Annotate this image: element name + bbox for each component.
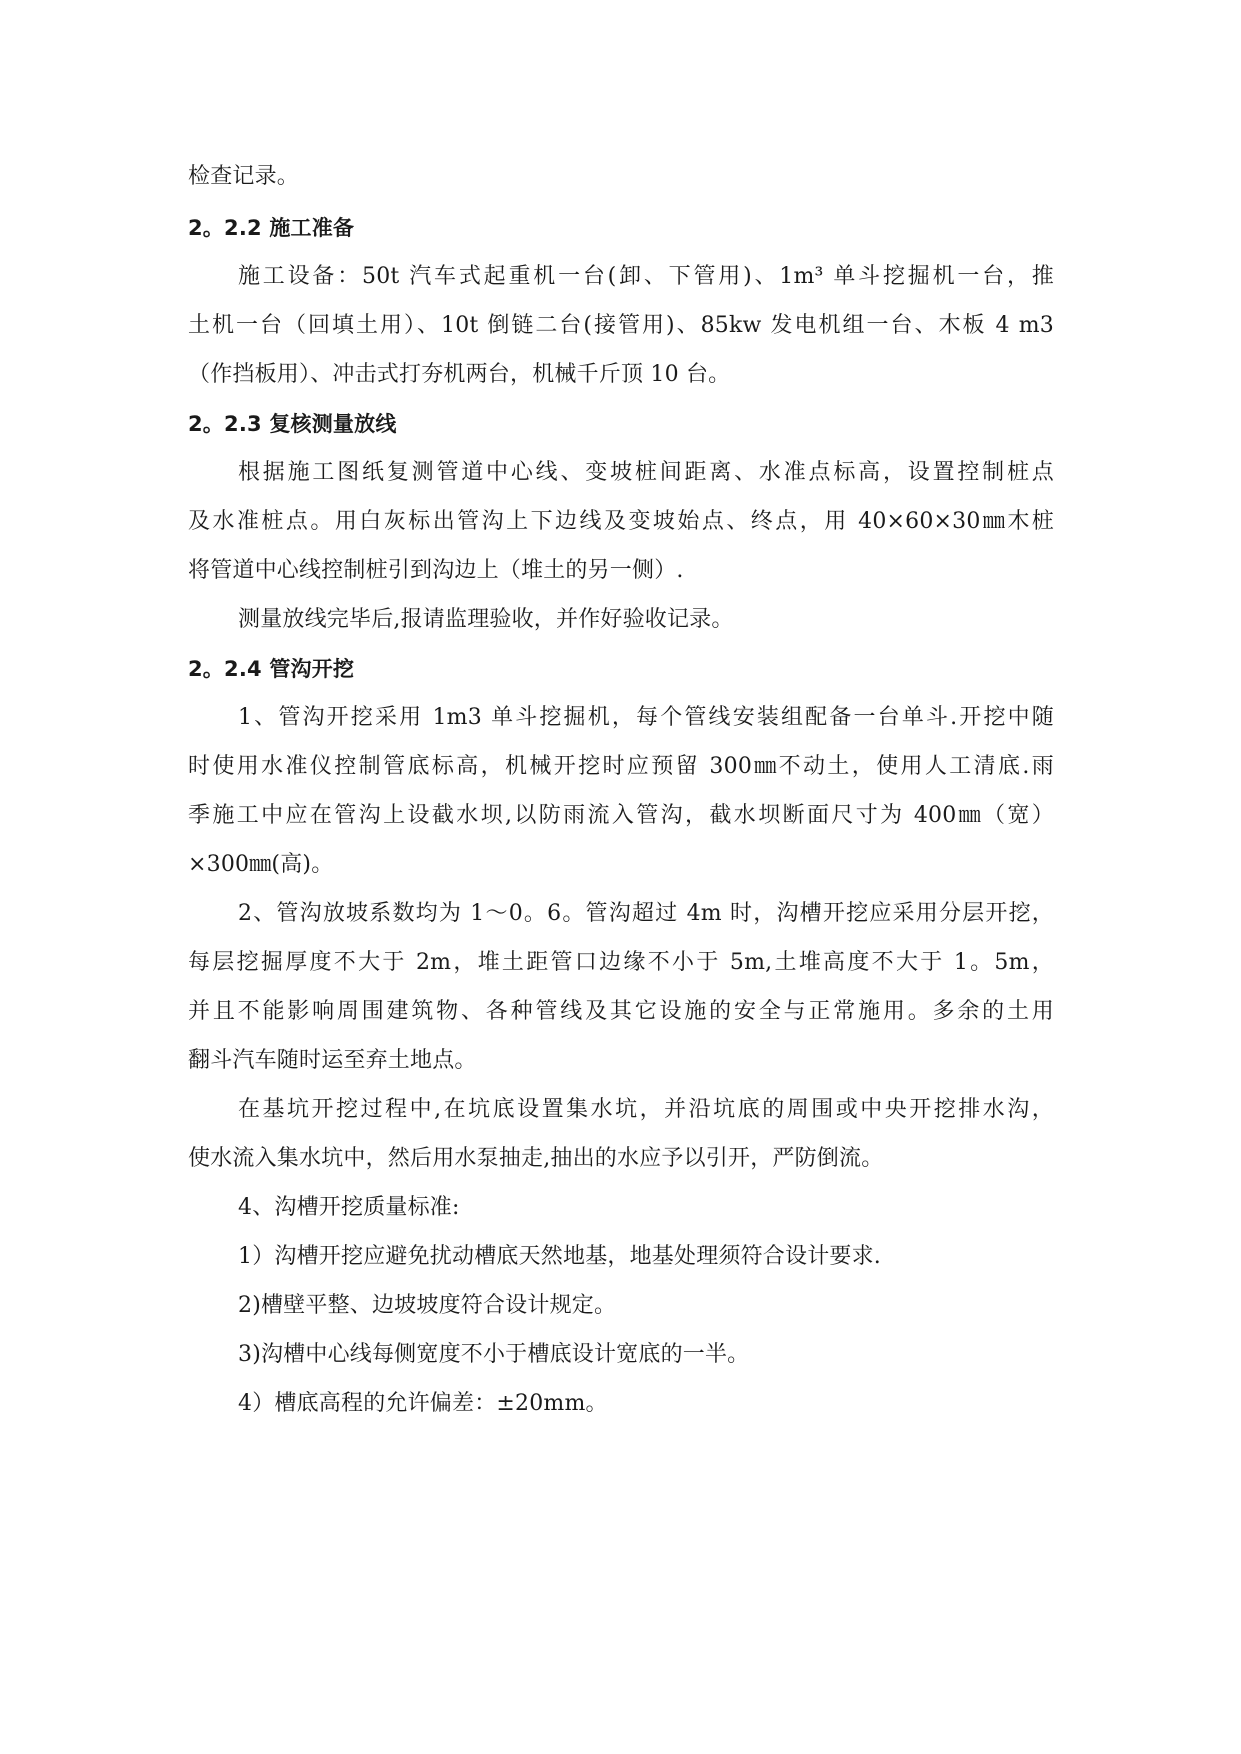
paragraph-line: 测量放线完毕后,报请监理验收，并作好验收记录。 — [238, 607, 734, 632]
section-heading-2-2-4: 2。2.4 管沟开挖 — [188, 657, 355, 681]
paragraph-line: 使水流入集水坑中，然后用水泵抽走,抽出的水应予以引开，严防倒流。 — [188, 1146, 884, 1171]
section-heading-2-2-2: 2。2.2 施工准备 — [188, 216, 355, 240]
section-heading-2-2-3: 2。2.3 复核测量放线 — [188, 412, 397, 436]
paragraph-line: （作挡板用）、冲击式打夯机两台，机械千斤顶 10 台。 — [188, 362, 731, 387]
paragraph-line: ×300㎜(高)。 — [188, 852, 334, 877]
paragraph-line: 并且不能影响周围建筑物、各种管线及其它设施的安全与正常施用。多余的土用 — [188, 999, 1054, 1024]
paragraph-line: 翻斗汽车随时运至弃土地点。 — [188, 1048, 477, 1073]
paragraph-line: 每层挖掘厚度不大于 2m，堆土距管口边缘不小于 5m,土堆高度不大于 1。5m， — [188, 950, 1054, 975]
paragraph-line: 检查记录。 — [188, 164, 300, 189]
paragraph-line: 时使用水准仪控制管底标高，机械开挖时应预留 300㎜不动土，使用人工清底.雨 — [188, 754, 1054, 779]
paragraph-line: 及水准桩点。用白灰标出管沟上下边线及变坡始点、终点，用 40×60×30㎜木桩 — [188, 509, 1054, 534]
paragraph-line: 季施工中应在管沟上设截水坝,以防雨流入管沟，截水坝断面尺寸为 400㎜（宽） — [188, 803, 1054, 828]
paragraph-line: 在基坑开挖过程中,在坑底设置集水坑，并沿坑底的周围或中央开挖排水沟， — [238, 1097, 1054, 1122]
paragraph-line: 施工设备：50t 汽车式起重机一台(卸、下管用)、1m³ 单斗挖掘机一台，推 — [238, 264, 1054, 289]
list-item: 4）槽底高程的允许偏差：±20mm。 — [238, 1391, 608, 1416]
list-item: 1）沟槽开挖应避免扰动槽底天然地基，地基处理须符合设计要求. — [238, 1244, 881, 1269]
paragraph-line: 2、管沟放坡系数均为 1～0。6。管沟超过 4m 时，沟槽开挖应采用分层开挖， — [238, 901, 1054, 926]
list-item: 2)槽壁平整、边坡坡度符合设计规定。 — [238, 1293, 617, 1318]
paragraph-line: 土机一台（回填土用）、10t 倒链二台(接管用)、85kw 发电机组一台、木板 4 m3 — [188, 313, 1054, 338]
paragraph-line: 将管道中心线控制桩引到沟边上（堆土的另一侧）. — [188, 558, 684, 583]
paragraph-line: 4、沟槽开挖质量标准: — [238, 1195, 460, 1220]
paragraph-line: 1、管沟开挖采用 1m3 单斗挖掘机，每个管线安装组配备一台单斗.开挖中随 — [238, 705, 1054, 730]
list-item: 3)沟槽中心线每侧宽度不小于槽底设计宽底的一半。 — [238, 1342, 750, 1367]
paragraph-line: 根据施工图纸复测管道中心线、变坡桩间距离、水准点标高，设置控制桩点 — [238, 460, 1054, 485]
